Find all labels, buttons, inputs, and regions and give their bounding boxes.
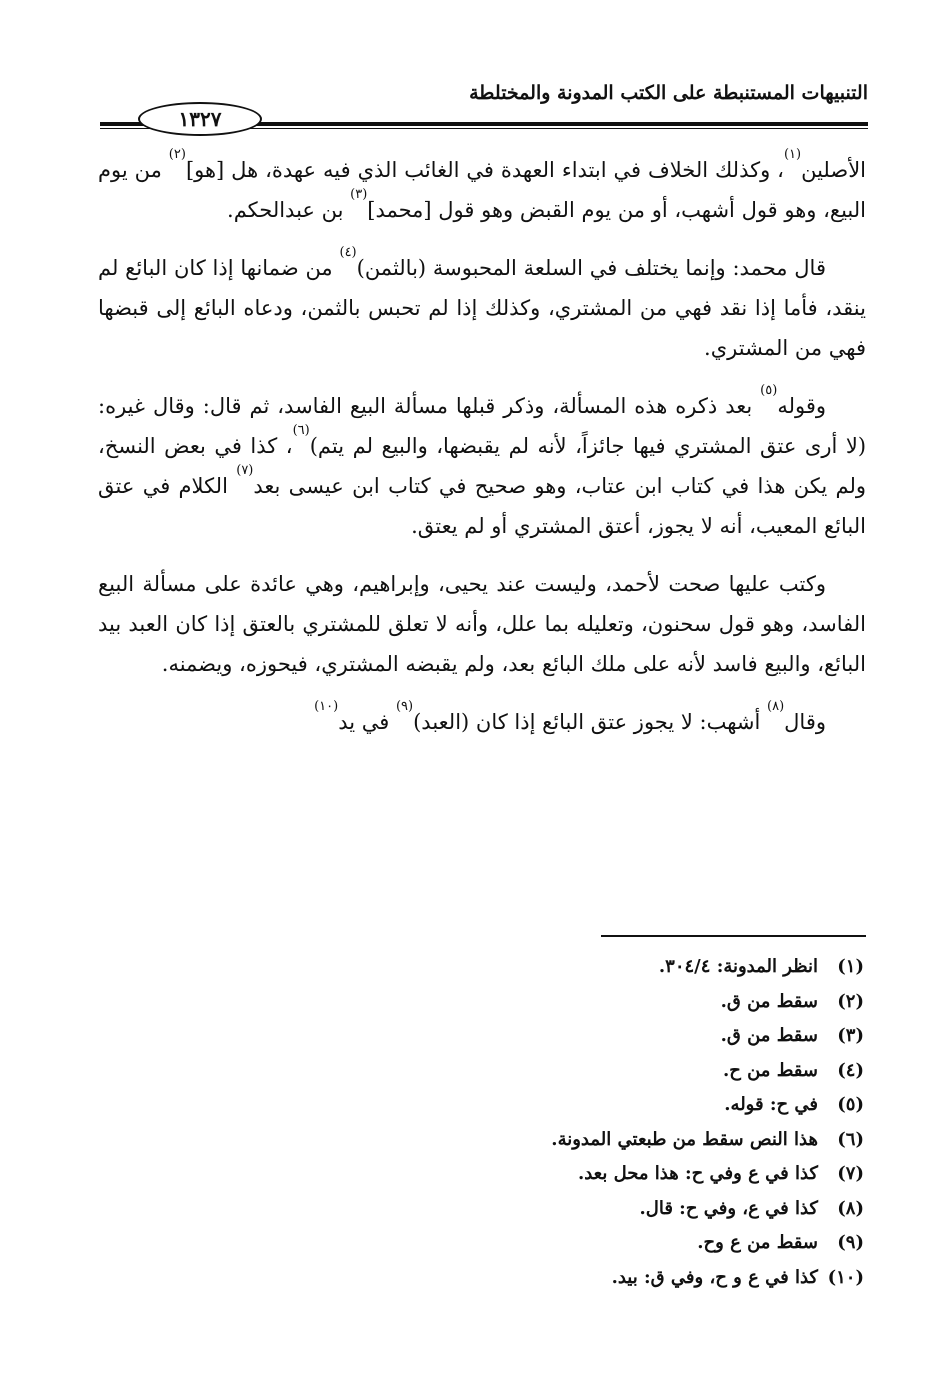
text-run: ، وكذلك الخلاف في ابتداء العهدة في الغائب الذي فيه عهدة، هل [هو] — [185, 158, 784, 182]
footnote-number: (١) — [837, 956, 864, 977]
text-run: الأصلين — [801, 158, 867, 182]
footnote-item — [304, 1054, 864, 1089]
footnote-item — [304, 950, 864, 985]
footnote-marker: (٢) — [168, 147, 186, 162]
footnotes-list — [304, 950, 864, 1295]
footnote-marker: (١٠) — [314, 699, 339, 714]
footnote-marker: (٥) — [760, 383, 778, 398]
footnote-text: سقط من ق. — [720, 1025, 818, 1046]
footnote-number: (٢) — [837, 990, 864, 1012]
text-run: وقوله — [777, 394, 826, 418]
text-run: وقال — [784, 710, 826, 734]
footnote-number: (١٠) — [827, 1266, 864, 1288]
footnote-item — [304, 1226, 864, 1261]
paragraph — [98, 147, 867, 230]
footnote-number: (٩) — [837, 1232, 864, 1253]
footnote-item — [304, 1192, 864, 1227]
footnote-number: (٣) — [837, 1025, 864, 1046]
footnote-item — [304, 985, 864, 1020]
footnote-item — [304, 1019, 864, 1054]
footnote-number: (٧) — [837, 1163, 864, 1184]
footnote-number: (٥) — [837, 1094, 864, 1115]
running-title: التنبيهات المستنبطة على الكتب المدونة والمختلطة — [469, 82, 868, 104]
text-run: ، كذا في بعض النسخ، ولم يكن هذا في كتاب ابن عتاب، وهو صحيح في كتاب ابن عيسى بعد — [98, 434, 866, 498]
text-run: بن عبدالحكم. — [227, 198, 351, 222]
text-run: من ضمانها إذا كان البائع لم ينقد، فأما إذا نقد فهي من المشتري، وكذلك إذا لم تحبس بالثمن، ودعاه البائع إلى قبضها فهي من المشتري. — [98, 256, 866, 360]
footnote-text: كذا في ع وفي ح: هذا محل بعد. — [577, 1163, 818, 1184]
footnote-text: انظر المدونة: ٣٠٤/٤. — [658, 956, 818, 977]
footnote-item — [304, 1261, 864, 1296]
footnote-text: هذا النص سقط من طبعتي المدونة. — [551, 1128, 818, 1150]
footnote-marker: (٩) — [395, 699, 414, 714]
text-run: بعد ذكره هذه المسألة، وذكر قبلها مسألة البيع الفاسد، ثم قال: وقال غيره: (لا أرى عتق المشتري فيها جائزاً، لأنه لم يقبضها، والبيع لم يتم) — [98, 394, 867, 458]
text-run: الكلام في عتق البائع المعيب، أنه لا يجوز، أعتق المشتري أو لم يعتق. — [98, 474, 866, 538]
footnote-text: في ح: قوله. — [724, 1094, 818, 1115]
footnote-number: (٦) — [837, 1128, 864, 1150]
footnote-number: (٤) — [837, 1059, 864, 1081]
footnote-text: سقط من ح. — [722, 1059, 818, 1081]
text-run: وكتب عليها صحت لأحمد، وليست عند يحيى، وإبراهيم، وهي عائدة على مسألة البيع الفاسد، وهو قول سحنون، وتعليله بما علل، وأنه لا تعلق للمشتري بالعتق إذا كان العبد بيد البائع، والبيع فاسد لأنه على ملك البائع بعد، ولم يقبضه المشتري، فيحوزه، ويضمنه. — [98, 572, 866, 676]
text-run: أشهب: لا يجوز عتق البائع إذا كان (العبد) — [413, 710, 768, 734]
paragraph — [98, 564, 866, 684]
footnote-marker: (٦) — [292, 423, 310, 438]
footnote-item — [304, 1088, 864, 1123]
footnote-item — [304, 1123, 864, 1158]
footnote-text: سقط من ق. — [720, 990, 818, 1012]
footnote-marker: (٧) — [236, 463, 254, 478]
paragraph — [98, 699, 866, 742]
text-run: من يوم البيع، وهو قول أشهب، أو من يوم القبض وهو قول [محمد] — [98, 158, 866, 222]
footnote-number: (٨) — [837, 1197, 864, 1219]
footnote-marker: (٤) — [339, 245, 357, 260]
page-number-badge: ١٣٢٧ — [138, 102, 262, 136]
text-run: في يد — [338, 710, 396, 734]
footnote-separator — [601, 935, 866, 937]
paragraph — [98, 383, 867, 546]
footnote-text: سقط من ع وح. — [697, 1232, 818, 1253]
page-header — [100, 78, 868, 131]
footnote-text: كذا في ع و ح، وفي ق: بيد. — [611, 1266, 818, 1288]
text-run: قال محمد: وإنما يختلف في السلعة المحبوسة (بالثمن) — [356, 256, 826, 280]
footnote-marker: (١) — [783, 147, 802, 162]
paragraph — [98, 245, 866, 368]
footnote-text: كذا في ع، وفي ح: قال. — [639, 1197, 818, 1219]
main-text — [98, 147, 867, 760]
footnote-marker: (٣) — [350, 187, 368, 202]
footnote-marker: (٨) — [767, 699, 785, 714]
footnote-item — [304, 1157, 864, 1192]
